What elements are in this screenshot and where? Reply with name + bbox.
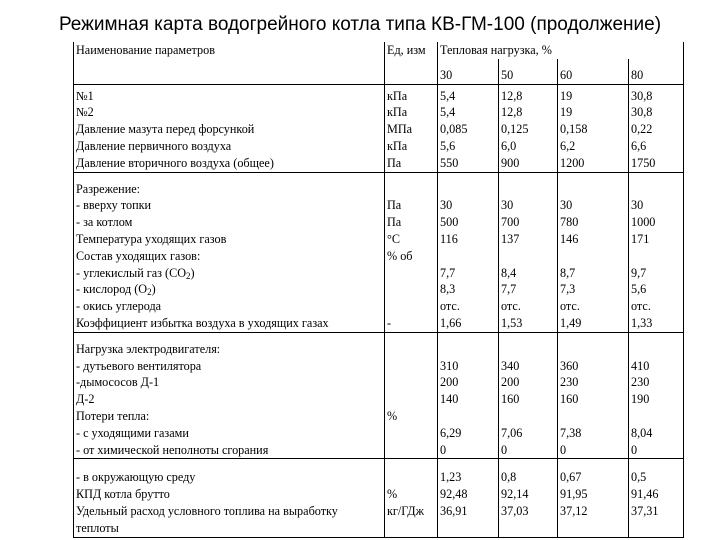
param-value: 700 xyxy=(501,215,520,230)
param-value-cell-80 xyxy=(629,172,684,332)
param-unit xyxy=(387,181,436,198)
param-unit: кПа xyxy=(387,88,408,103)
param-value xyxy=(560,248,627,265)
table-section xyxy=(74,172,684,332)
param-value: 8,4 xyxy=(501,265,517,280)
param-value: 1200 xyxy=(560,155,585,170)
param-value: 0,158 xyxy=(560,122,588,137)
param-value: 30,8 xyxy=(631,88,653,103)
param-value: 200 xyxy=(501,375,520,390)
param-value-cell-50 xyxy=(499,172,558,332)
param-value: 160 xyxy=(501,392,520,407)
param-value xyxy=(560,408,627,425)
load-50: 50 xyxy=(499,59,558,84)
param-value: 190 xyxy=(631,392,650,407)
param-unit xyxy=(387,281,436,298)
param-name-cell xyxy=(74,332,385,459)
param-value: 900 xyxy=(501,155,520,170)
param-name: - кислород (О2) xyxy=(76,282,156,298)
param-value: отс. xyxy=(501,299,521,314)
param-unit: Па xyxy=(387,215,402,230)
param-value: 0 xyxy=(631,442,638,457)
param-name: - от химической неполноты сгорания xyxy=(76,442,269,457)
table-section xyxy=(74,459,684,537)
param-unit xyxy=(387,265,436,282)
param-value: 7,7 xyxy=(501,282,517,297)
param-unit: кг/ГДж xyxy=(387,503,425,518)
param-name: - дутьевого вентилятора xyxy=(76,358,202,373)
param-name-cell xyxy=(74,84,385,172)
param-value: 7,3 xyxy=(560,282,576,297)
param-name: Давление первичного воздуха xyxy=(76,138,232,153)
param-value: 0,67 xyxy=(560,470,582,485)
param-value: 36,91 xyxy=(440,503,468,518)
param-value: 6,6 xyxy=(631,138,647,153)
load-60: 60 xyxy=(558,59,629,84)
param-unit: кПа xyxy=(387,138,408,153)
param-unit xyxy=(387,520,436,537)
param-value xyxy=(501,341,556,358)
param-value: 1,53 xyxy=(501,315,523,330)
param-value: отс. xyxy=(631,299,651,314)
param-value: 0 xyxy=(501,442,508,457)
param-value: 8,3 xyxy=(440,282,456,297)
param-value: 30 xyxy=(631,198,644,213)
param-value: 310 xyxy=(440,358,459,373)
param-value: 230 xyxy=(560,375,579,390)
param-value-cell-30 xyxy=(438,332,499,459)
param-value: 5,6 xyxy=(440,138,456,153)
header-load-text: Тепловая нагрузка, % xyxy=(440,43,552,57)
param-value xyxy=(560,520,627,537)
param-unit: кПа xyxy=(387,105,408,120)
param-name: - с уходящими газами xyxy=(76,425,189,440)
header-unit-text: Ед, изм xyxy=(387,43,426,57)
param-unit xyxy=(387,442,436,459)
param-name: №2 xyxy=(76,105,94,120)
param-value: 30 xyxy=(560,198,573,213)
header-load xyxy=(438,42,684,59)
param-value: 0,085 xyxy=(440,122,468,137)
param-name: №1 xyxy=(76,88,94,103)
param-value: 12,8 xyxy=(501,105,523,120)
param-unit: МПа xyxy=(387,122,413,137)
param-value: 30 xyxy=(440,198,453,213)
param-value: 0,5 xyxy=(631,470,647,485)
param-value xyxy=(440,408,497,425)
param-value: 230 xyxy=(631,375,650,390)
load-30: 30 xyxy=(438,59,499,84)
param-name: Давление вторичного воздуха (общее) xyxy=(76,155,274,170)
param-unit xyxy=(387,358,436,375)
param-name-cell xyxy=(74,172,385,332)
param-value xyxy=(440,181,497,198)
param-name: Потери тепла: xyxy=(76,408,150,423)
param-value: 6,2 xyxy=(560,138,576,153)
param-value xyxy=(440,248,497,265)
param-value xyxy=(631,341,682,358)
regime-table-body xyxy=(74,42,684,537)
param-name: -дымососов Д-1 xyxy=(76,375,160,390)
param-value: 37,12 xyxy=(560,503,588,518)
param-unit xyxy=(387,341,436,358)
header-name xyxy=(74,42,385,59)
param-value: 340 xyxy=(501,358,520,373)
param-value: 30 xyxy=(501,198,514,213)
param-name: - окись углерода xyxy=(76,299,162,314)
param-name-cell xyxy=(74,459,385,537)
param-unit-cell xyxy=(385,459,438,537)
param-value-cell-60 xyxy=(558,84,629,172)
param-value: 0,8 xyxy=(501,470,517,485)
param-name: КПД котла брутто xyxy=(76,487,170,502)
param-value-cell-50 xyxy=(499,459,558,537)
param-value-cell-60 xyxy=(558,172,629,332)
param-value: 0,125 xyxy=(501,122,529,137)
param-value-cell-60 xyxy=(558,332,629,459)
param-value xyxy=(440,341,497,358)
param-name: теплоты xyxy=(76,520,119,535)
param-value: 8,7 xyxy=(560,265,576,280)
param-value: 91,95 xyxy=(560,487,588,502)
param-value: 160 xyxy=(560,392,579,407)
subscript: 2 xyxy=(147,287,152,298)
param-name: - за котлом xyxy=(76,215,133,230)
param-unit: Па xyxy=(387,198,402,213)
table-loads-row xyxy=(74,59,684,84)
param-name: Состав уходящих газов: xyxy=(76,248,201,263)
param-name: - вверху топки xyxy=(76,198,152,213)
param-name: Нагрузка электродвигателя: xyxy=(76,341,221,356)
param-unit xyxy=(387,391,436,408)
param-unit: % xyxy=(387,487,398,502)
param-unit: % xyxy=(387,408,398,423)
param-value: 8,04 xyxy=(631,425,653,440)
param-unit: °С xyxy=(387,231,401,246)
param-value xyxy=(631,520,682,537)
param-value: 0,22 xyxy=(631,122,653,137)
param-value: 171 xyxy=(631,231,650,246)
param-value: 116 xyxy=(440,231,458,246)
param-value xyxy=(440,520,497,537)
header-unit xyxy=(385,42,438,59)
param-value: 6,29 xyxy=(440,425,462,440)
param-value: 1,49 xyxy=(560,315,582,330)
table-section xyxy=(74,332,684,459)
param-value xyxy=(560,181,627,198)
param-value xyxy=(501,248,556,265)
param-value: 200 xyxy=(440,375,459,390)
header-name-text: Наименование параметров xyxy=(76,43,215,57)
param-value: 9,7 xyxy=(631,265,647,280)
param-value-cell-80 xyxy=(629,332,684,459)
param-value: 1750 xyxy=(631,155,656,170)
param-value xyxy=(501,520,556,537)
param-unit xyxy=(387,298,436,315)
param-value-cell-30 xyxy=(438,84,499,172)
param-unit-cell xyxy=(385,84,438,172)
table-header-row xyxy=(74,42,684,59)
param-value xyxy=(631,181,682,198)
subscript: 2 xyxy=(186,270,191,281)
regime-table xyxy=(73,42,684,538)
param-name: Коэффициент избытка воздуха в уходящих газах xyxy=(76,315,329,330)
param-name: Температура уходящих газов xyxy=(76,231,227,246)
param-value: 7,7 xyxy=(440,265,456,280)
param-value: 550 xyxy=(440,155,459,170)
param-unit xyxy=(387,469,436,486)
param-unit-cell xyxy=(385,172,438,332)
param-value: 780 xyxy=(560,215,579,230)
load-80: 80 xyxy=(629,59,684,84)
param-value-cell-60 xyxy=(558,459,629,537)
param-unit xyxy=(387,425,436,442)
param-value: 7,06 xyxy=(501,425,523,440)
param-value: 1,33 xyxy=(631,315,653,330)
param-value: 19 xyxy=(560,105,573,120)
param-value: 6,0 xyxy=(501,138,517,153)
param-name: Разрежение: xyxy=(76,181,141,196)
param-value: 146 xyxy=(560,231,579,246)
param-name: Удельный расход условного топлива на выработку xyxy=(76,503,338,518)
param-value-cell-50 xyxy=(499,84,558,172)
param-value-cell-80 xyxy=(629,459,684,537)
param-value xyxy=(501,181,556,198)
param-value: 137 xyxy=(501,231,520,246)
param-value: 1000 xyxy=(631,215,656,230)
param-value: отс. xyxy=(560,299,580,314)
param-value: 37,03 xyxy=(501,503,529,518)
param-value: 5,4 xyxy=(440,105,456,120)
param-name: - в окружающую среду xyxy=(76,470,196,485)
param-value: 37,31 xyxy=(631,503,659,518)
param-value: 410 xyxy=(631,358,650,373)
param-name: Давление мазута перед форсункой xyxy=(76,122,255,137)
param-value: 0 xyxy=(440,442,447,457)
param-value: 12,8 xyxy=(501,88,523,103)
param-value: 92,14 xyxy=(501,487,529,502)
param-value: 5,4 xyxy=(440,88,456,103)
param-value: 30,8 xyxy=(631,105,653,120)
param-value xyxy=(631,248,682,265)
param-name: Д-2 xyxy=(76,392,95,407)
param-unit xyxy=(387,374,436,391)
param-value: 7,38 xyxy=(560,425,582,440)
param-value: 92,48 xyxy=(440,487,468,502)
param-value xyxy=(501,408,556,425)
param-unit-cell xyxy=(385,332,438,459)
param-value: 1,66 xyxy=(440,315,462,330)
param-value: 500 xyxy=(440,215,459,230)
param-value-cell-30 xyxy=(438,172,499,332)
param-value: отс. xyxy=(440,299,460,314)
param-unit: Па xyxy=(387,155,402,170)
param-value-cell-80 xyxy=(629,84,684,172)
param-value: 0 xyxy=(560,442,567,457)
param-value: 19 xyxy=(560,88,573,103)
param-value: 91,46 xyxy=(631,487,659,502)
param-value: 5,6 xyxy=(631,282,647,297)
param-value xyxy=(560,341,627,358)
param-name: - углекислый газ (СО2) xyxy=(76,265,195,281)
param-value-cell-50 xyxy=(499,332,558,459)
param-value-cell-30 xyxy=(438,459,499,537)
table-section xyxy=(74,84,684,172)
param-unit: % об xyxy=(387,248,413,263)
param-value xyxy=(631,408,682,425)
param-value: 1,23 xyxy=(440,470,462,485)
param-value: 360 xyxy=(560,358,579,373)
page-title: Режимная карта водогрейного котла типа КВ-ГМ-100 (продолжение) xyxy=(58,14,662,35)
param-unit: - xyxy=(387,315,392,330)
param-value: 140 xyxy=(440,392,459,407)
